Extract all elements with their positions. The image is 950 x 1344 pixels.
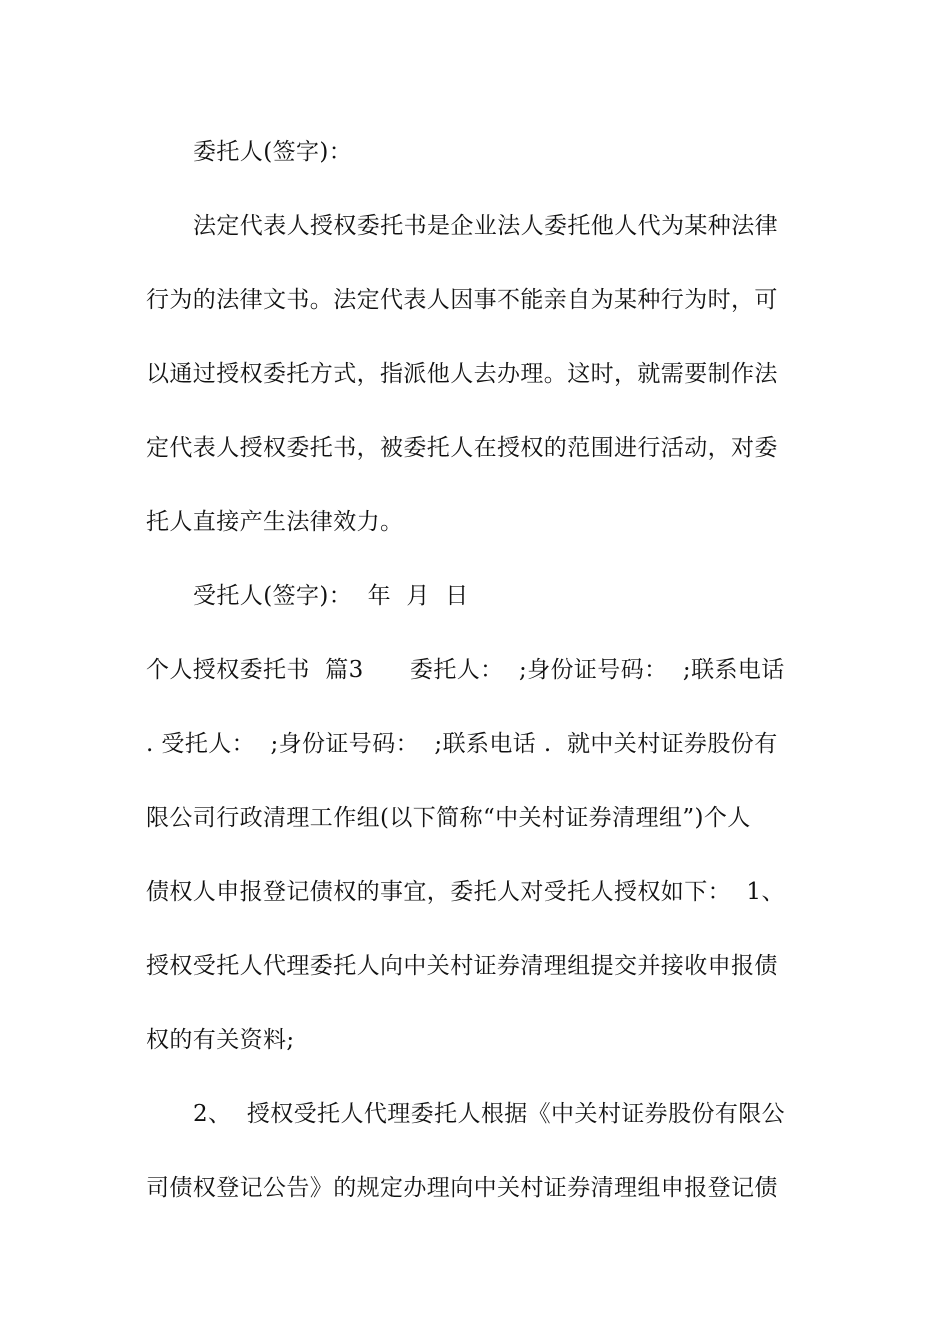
text-line: 以通过授权委托方式，指派他人去办理。这时，就需要制作法 bbox=[146, 361, 778, 387]
text-line: 行为的法律文书。法定代表人因事不能亲自为某种行为时，可 bbox=[146, 287, 778, 313]
text-line: 个人授权委托书 篇3 委托人： ;身份证号码： ;联系电话 bbox=[146, 657, 785, 683]
text-line: 委托人(签字)： bbox=[193, 139, 353, 165]
text-line: 司债权登记公告》的规定办理向中关村证券清理组申报登记债 bbox=[146, 1175, 778, 1201]
text-line: 权的有关资料; bbox=[146, 1027, 295, 1053]
text-line: 受托人(签字)： 年 月 日 bbox=[193, 583, 469, 609]
text-line: 托人直接产生法律效力。 bbox=[146, 509, 404, 535]
text-line: . 受托人： ;身份证号码： ;联系电话 . 就中关村证券股份有 bbox=[146, 731, 778, 757]
text-line: 债权人申报登记债权的事宜，委托人对受托人授权如下： 1、 bbox=[146, 879, 785, 905]
text-line: 定代表人授权委托书，被委托人在授权的范围进行活动，对委 bbox=[146, 435, 778, 461]
text-line: 授权受托人代理委托人向中关村证券清理组提交并接收申报债 bbox=[146, 953, 778, 979]
text-line: 限公司行政清理工作组(以下简称“中关村证券清理组”)个人 bbox=[146, 805, 751, 831]
text-line: 2、 授权受托人代理委托人根据《中关村证券股份有限公 bbox=[193, 1101, 786, 1127]
text-line: 法定代表人授权委托书是企业法人委托他人代为某种法律 bbox=[193, 213, 778, 239]
